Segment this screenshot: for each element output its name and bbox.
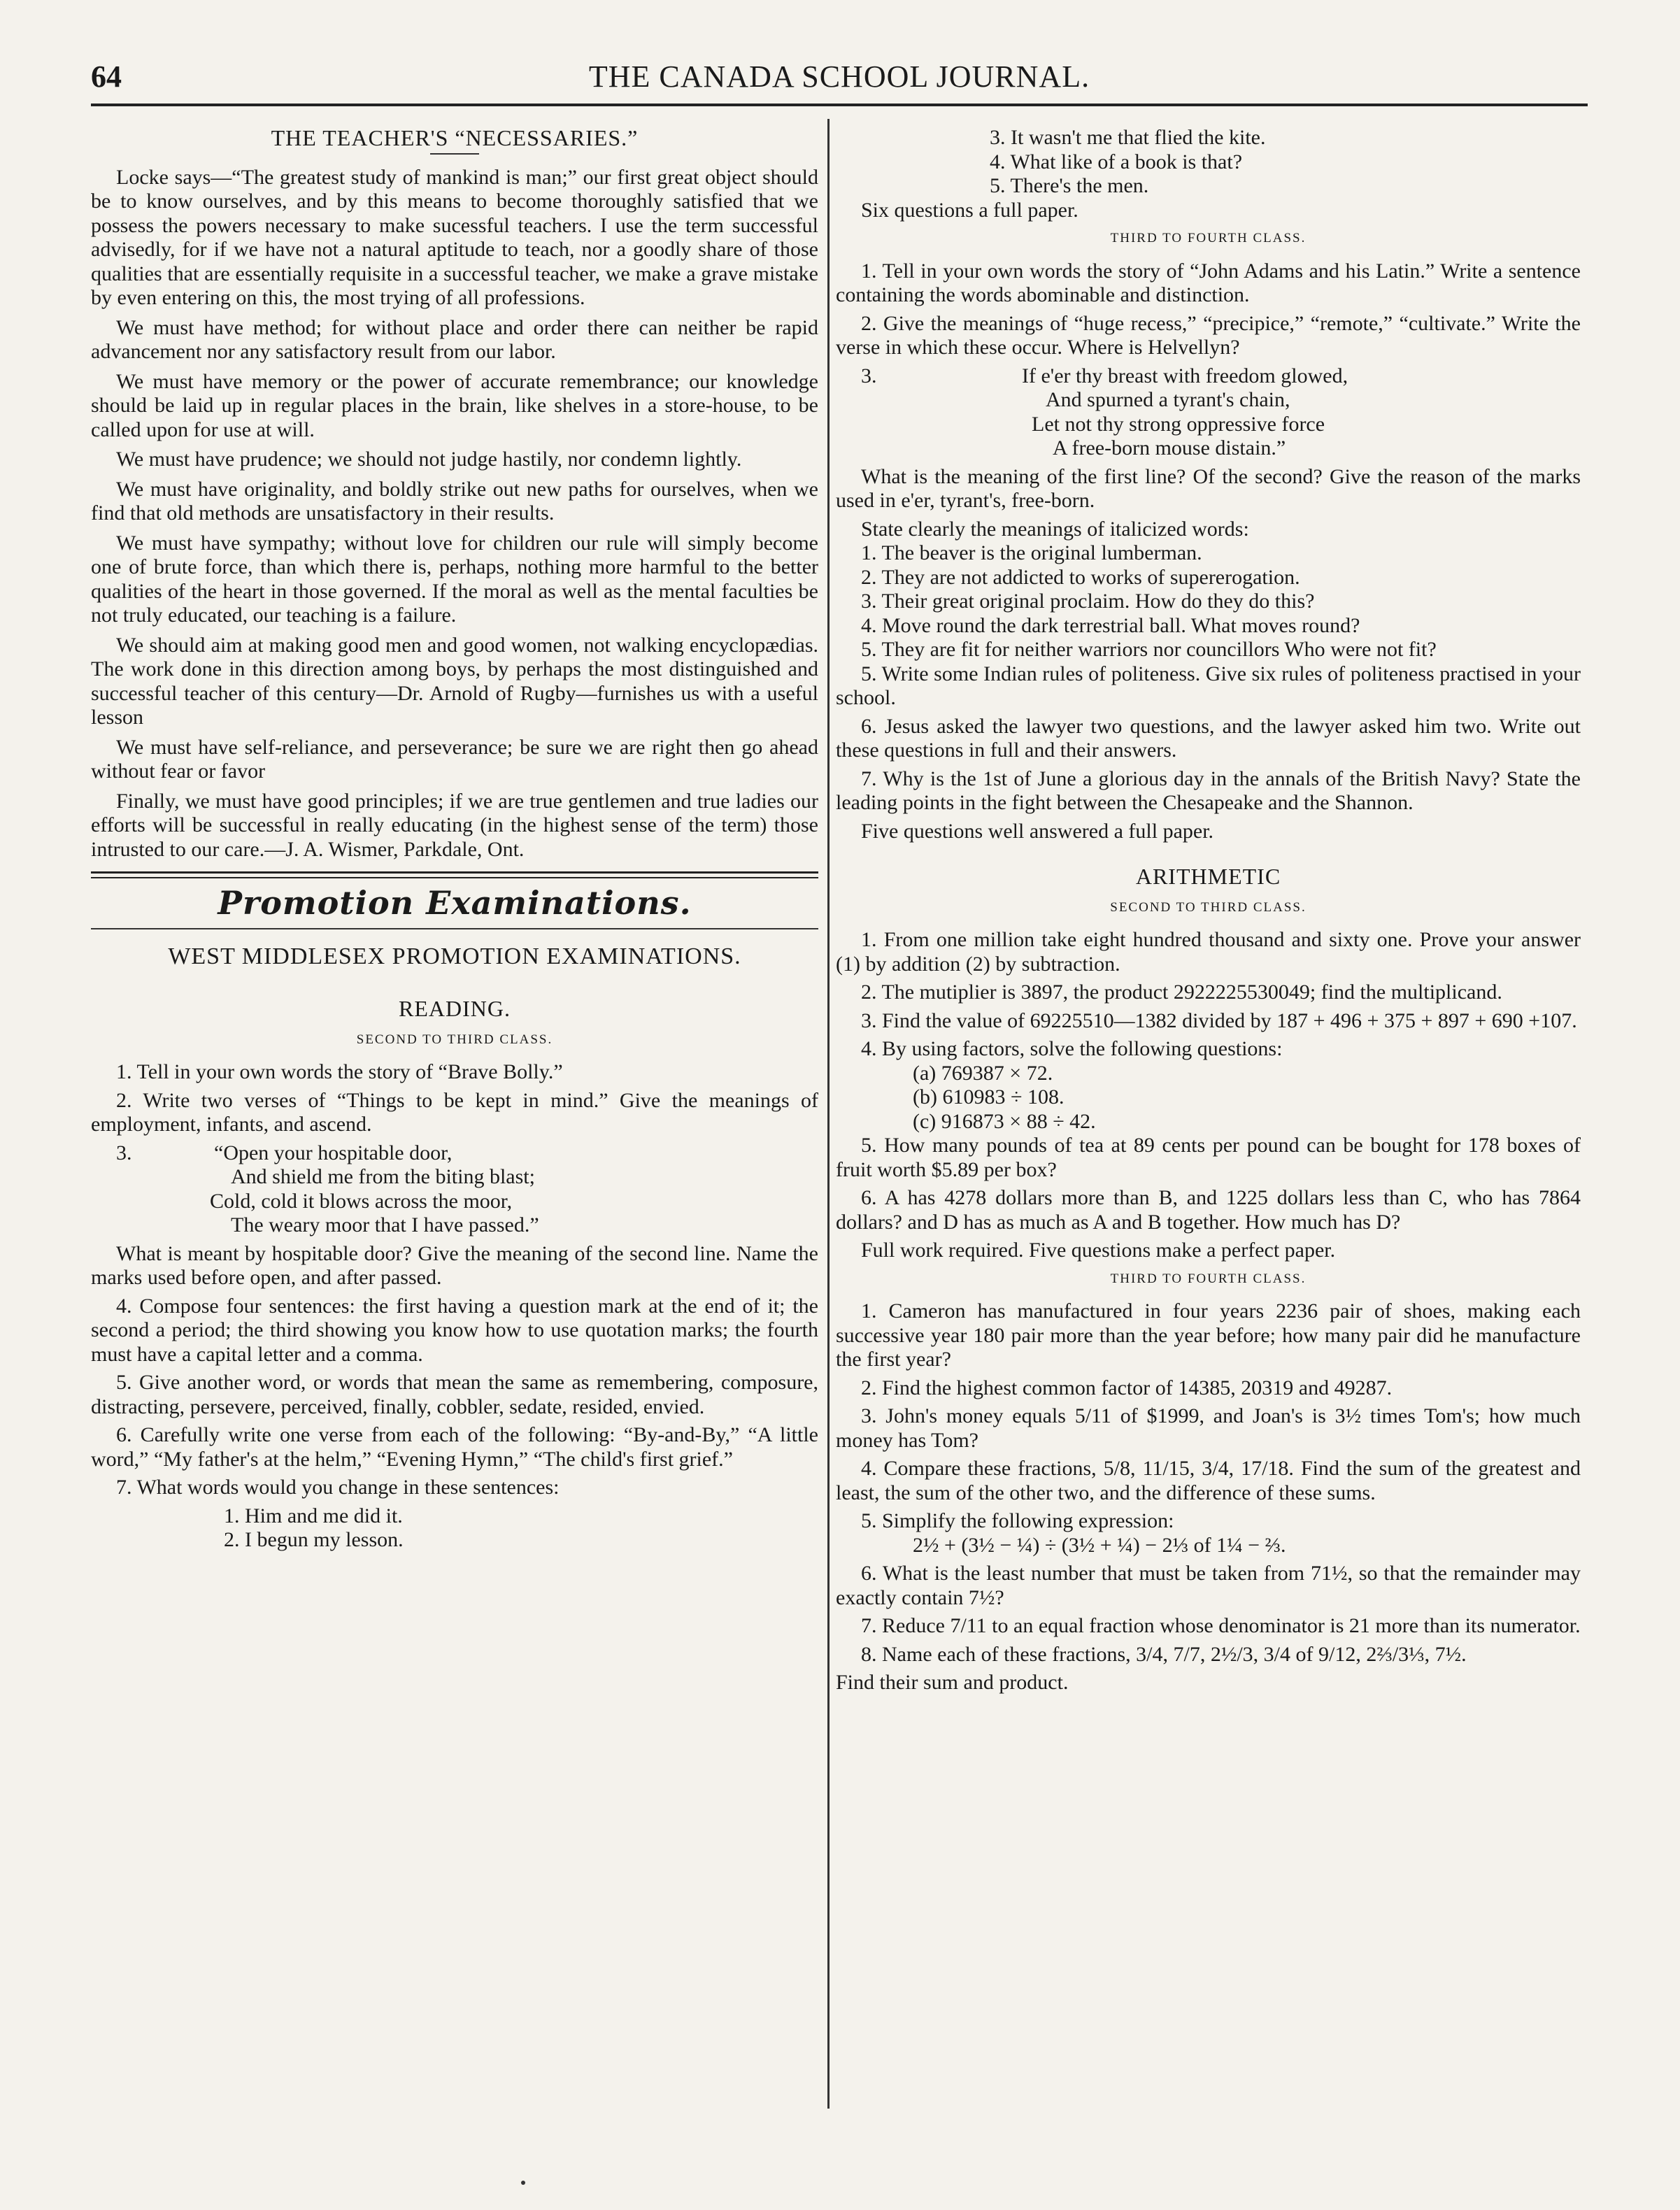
list-item: 4. Move round the dark terrestrial ball. What moves round? bbox=[861, 613, 1360, 637]
title-rule bbox=[430, 153, 479, 155]
question: What is the meaning of the first line? Of the second? Give the reason of the marks used in e'er, tyrant's, free-born. bbox=[836, 464, 1581, 512]
question: 4. By using factors, solve the following questions: bbox=[861, 1037, 1283, 1060]
question: 2. Give the meanings of “huge recess,” “precipice,” “remote,” “cultivate.” Write the verse in which these occur. Where is Helvellyn? bbox=[836, 311, 1581, 359]
print-speck bbox=[521, 2181, 525, 2185]
question: 4. Compose four sentences: the first having a question mark at the end of it; the second a period; the third showing you know how to use quotation marks; the fourth must have a capital letter and a comma. bbox=[91, 1294, 818, 1366]
question: 1. Cameron has manufactured in four years 2236 pair of shoes, making each successive year 180 pair more than the year before; how many pair did he manufacture the first year? bbox=[836, 1299, 1581, 1371]
question: 6. A has 4278 dollars more than B, and 1225 dollars less than C, who has 7864 dollars? and D has as much as A and B together. How much has D? bbox=[836, 1186, 1581, 1234]
question: 2. Write two verses of “Things to be kept in mind.” Give the meanings of employment, infants, and ascend. bbox=[91, 1088, 818, 1136]
sentence-list bbox=[91, 1504, 818, 1553]
spacer bbox=[836, 848, 1581, 864]
list-item: 4. What like of a book is that? bbox=[990, 150, 1243, 173]
question: 2. Find the highest common factor of 14385, 20319 and 49287. bbox=[861, 1376, 1393, 1399]
article-paragraph: We must have method; for without place and order there can neither be rapid advancement nor any satisfactory result from our labor. bbox=[91, 315, 818, 363]
class-label: THIRD TO FOURTH CLASS. bbox=[1110, 231, 1307, 245]
question: 6. Carefully write one verse from each of the following: “By-and-By,” “A little word,” “My father's at the helm,” “Evening Hymn,” “The child's first grief.” bbox=[91, 1423, 818, 1471]
question: State clearly the meanings of italicized words: bbox=[861, 517, 1249, 541]
list-item: 5. They are fit for neither warriors nor councillors Who were not fit? bbox=[861, 638, 1437, 661]
question: 8. Name each of these fractions, 3/4, 7/7, 2½/3, 3/4 of 9/12, 2⅔/3⅓, 7½. bbox=[861, 1642, 1467, 1666]
list-item: 5. There's the men. bbox=[990, 174, 1149, 197]
question-number: 3. bbox=[861, 364, 877, 387]
factor-list bbox=[836, 1062, 1581, 1134]
section-rule bbox=[91, 871, 818, 878]
right-column bbox=[836, 126, 1581, 1701]
question: 5. Write some Indian rules of politeness. Give six rules of politeness practised in your school. bbox=[836, 662, 1581, 709]
question: 4. Compare these fractions, 5/8, 11/15, 3/4, 17/18. Find the sum of the greatest and least, the sum of the other two, and the difference of these sums. bbox=[836, 1457, 1581, 1504]
question: 5. Simplify the following expression: bbox=[861, 1509, 1174, 1532]
poem-line: Cold, cold it blows across the moor, bbox=[210, 1189, 513, 1213]
question: 5. Give another word, or words that mean the same as remembering, composure, distracting, persevere, perceived, finally, cobbler, sedate, resided, envied. bbox=[91, 1371, 818, 1418]
paper-note: Six questions a full paper. bbox=[861, 198, 1079, 222]
poem-line: The weary moor that I have passed.” bbox=[231, 1213, 539, 1236]
question: 3. John's money equals 5/11 of $1999, and Joan's is 3½ times Tom's; how much money has Tom? bbox=[836, 1404, 1581, 1452]
math-expression: 2½ + (3½ − ¼) ÷ (3½ + ¼) − 2⅓ of 1¼ − ⅔. bbox=[913, 1533, 1286, 1557]
section-title-rule bbox=[91, 928, 818, 929]
header-rule bbox=[91, 104, 1588, 106]
class-label: THIRD TO FOURTH CLASS. bbox=[1110, 1271, 1307, 1286]
list-item: (a) 769387 × 72. bbox=[913, 1061, 1053, 1085]
question: 7. Why is the 1st of June a glorious day in the annals of the British Navy? State the leading points in the fight between the Chesapeake and the Shannon. bbox=[836, 767, 1581, 814]
question: What is meant by hospitable door? Give the meaning of the second line. Name the marks used before open, and after passed. bbox=[91, 1241, 818, 1289]
list-item: (b) 610983 ÷ 108. bbox=[913, 1085, 1065, 1108]
poem-line: If e'er thy breast with freedom glowed, bbox=[1022, 364, 1348, 387]
reading-title: READING. bbox=[399, 996, 511, 1021]
article-paragraph: Finally, we must have good principles; if we are true gentlemen and true ladies our efforts will be successful in really educating (in the highest sense of the term) those intrusted to our care.—J. A. Wismer, Parkdale, Ont. bbox=[91, 789, 818, 861]
paper-note: Full work required. Five questions make a perfect paper. bbox=[861, 1239, 1336, 1262]
question: 5. How many pounds of tea at 89 cents per pound can be bought for 178 boxes of fruit worth $5.89 per box? bbox=[836, 1134, 1581, 1181]
article-paragraph: We must have prudence; we should not judge hastily, nor condemn lightly. bbox=[116, 448, 742, 471]
page-header bbox=[91, 59, 1588, 108]
question: 7. Reduce 7/11 to an equal fraction whose denominator is 21 more than its numerator. bbox=[861, 1614, 1581, 1637]
column-divider bbox=[827, 119, 830, 2109]
article-paragraph: We should aim at making good men and good women, not walking encyclopædias. The work done in this direction among boys, by perhaps the most distinguished and successful teacher of this century—Dr. Arnold of Rugby—furnishes us with a useful lesson bbox=[91, 633, 818, 729]
poem-block bbox=[91, 1141, 818, 1238]
poem-line: And shield me from the biting blast; bbox=[231, 1165, 535, 1188]
exam-title: WEST MIDDLESEX PROMOTION EXAMINATIONS. bbox=[168, 943, 741, 969]
poem-line: “Open your hospitable door, bbox=[214, 1141, 453, 1164]
article-paragraph: We must have sympathy; without love for children our rule will simply become one of brute force, than which there is, perhaps, nothing more harmful to the better qualities of the heart in those governed. If the moral as well as the mental faculties be not truly educated, our teaching is a failure. bbox=[91, 531, 818, 627]
page-number: 64 bbox=[91, 59, 122, 94]
article-body bbox=[91, 166, 818, 862]
list-item: 3. Their great original proclaim. How do they do this? bbox=[861, 590, 1315, 613]
paper-note: Five questions well answered a full paper. bbox=[861, 819, 1214, 843]
left-column bbox=[91, 126, 818, 1553]
journal-title: THE CANADA SCHOOL JOURNAL. bbox=[588, 59, 1090, 94]
class-label: SECOND TO THIRD CLASS. bbox=[356, 1032, 553, 1047]
italic-word-list bbox=[836, 541, 1581, 662]
list-item: 3. It wasn't me that flied the kite. bbox=[990, 126, 1266, 149]
arithmetic-title: ARITHMETIC bbox=[1135, 864, 1281, 889]
question-number: 3. bbox=[116, 1141, 132, 1164]
paper-note: Find their sum and product. bbox=[836, 1671, 1069, 1694]
article-paragraph: Locke says—“The greatest study of mankind is man;” our first great object should be to know ourselves, and by this means to become thoroughly satisfied that we possess the powers necessary to make sucessful teachers. I use the term successful advisedly, for if we have not a natural aptitude to teach, nor a goodly share of those qualities that are essentially requisite in a successful teacher, we make a grave mistake by even entering on this, the most trying of all professions. bbox=[91, 165, 818, 309]
article-paragraph: We must have originality, and boldly strike out new paths for ourselves, when we find that old methods are unsatisfactory in their results. bbox=[91, 477, 818, 525]
section-title: Promotion Examinations. bbox=[218, 884, 692, 922]
list-item: 1. Him and me did it. bbox=[224, 1504, 403, 1527]
list-item: 1. The beaver is the original lumberman. bbox=[861, 541, 1202, 564]
question: 2. The mutiplier is 3897, the product 2922225530049; find the multiplicand. bbox=[861, 981, 1502, 1004]
question: 1. Tell in your own words the story of “Brave Bolly.” bbox=[116, 1060, 563, 1083]
list-item: (c) 916873 × 88 ÷ 42. bbox=[913, 1109, 1096, 1133]
article-paragraph: We must have memory or the power of accurate remembrance; our knowledge should be laid up in regular places in the brain, like shelves in a store-house, to be called upon for use at will. bbox=[91, 369, 818, 441]
question: 6. Jesus asked the lawyer two questions, and the lawyer asked him two. Write out these questions in full and their answers. bbox=[836, 714, 1581, 762]
article-paragraph: We must have self-reliance, and perseverance; be sure we are right then go ahead without fear or favor bbox=[91, 735, 818, 783]
poem-block bbox=[836, 364, 1581, 461]
poem-line: A free-born mouse distain.” bbox=[1053, 436, 1286, 459]
sentence-list-continued bbox=[836, 126, 1581, 199]
list-item: 2. They are not addicted to works of supererogation. bbox=[861, 565, 1300, 589]
question: 6. What is the least number that must be taken from 71½, so that the remainder may exactly contain 7½? bbox=[836, 1562, 1581, 1609]
question: 1. From one million take eight hundred thousand and sixty one. Prove your answer (1) by addition (2) by subtraction. bbox=[836, 928, 1581, 976]
poem-line: And spurned a tyrant's chain, bbox=[1046, 388, 1290, 411]
question: 3. Find the value of 69225510—1382 divided by 187 + 496 + 375 + 897 + 690 +107. bbox=[861, 1008, 1577, 1032]
poem-line: Let not thy strong oppressive force bbox=[1032, 412, 1325, 436]
question: 1. Tell in your own words the story of “John Adams and his Latin.” Write a sentence containing the words abominable and distinction. bbox=[836, 259, 1581, 306]
question: 7. What words would you change in these sentences: bbox=[116, 1476, 560, 1499]
article-title: THE TEACHER'S “NECESSARIES.” bbox=[271, 125, 639, 150]
list-item: 2. I begun my lesson. bbox=[224, 1528, 404, 1551]
class-label: SECOND TO THIRD CLASS. bbox=[1110, 899, 1307, 915]
